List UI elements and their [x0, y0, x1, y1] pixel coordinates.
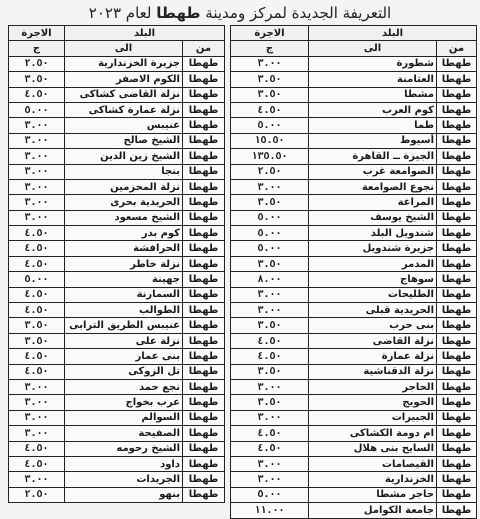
- cell-from: طهطا: [437, 210, 477, 225]
- cell-from: طهطا: [183, 333, 225, 348]
- cell-to: نزلة المحزمين: [65, 179, 183, 194]
- cell-to: الحريدية قبلى: [309, 303, 437, 318]
- cell-from: طهطا: [183, 395, 225, 410]
- table-row: [9, 410, 225, 425]
- cell-from: طهطا: [437, 487, 477, 502]
- table-row: [9, 149, 225, 164]
- table-row: [9, 87, 225, 102]
- cell-from: طهطا: [183, 87, 225, 102]
- table-row: [231, 456, 477, 471]
- cell-fare: ٣.٥٠: [231, 318, 309, 333]
- cell-fare: ٢.٥٠: [9, 487, 65, 502]
- cell-to: الجبيرات: [309, 410, 437, 425]
- cell-fare: ٣.٥٠: [231, 395, 309, 410]
- cell-to: الحريدية بحرى: [65, 195, 183, 210]
- cell-fare: ٣.٠٠: [231, 179, 309, 194]
- table-row: [9, 210, 225, 225]
- cell-fare: ٥.٠٠: [231, 210, 309, 225]
- cell-to: نجوع الصوامعة: [309, 179, 437, 194]
- cell-from: طهطا: [183, 72, 225, 87]
- cell-fare: ٣.٠٠: [231, 379, 309, 394]
- cell-to: عنيبس الطريق الترابى: [65, 318, 183, 333]
- table-row: [231, 410, 477, 425]
- cell-fare: ٣.٥٠: [231, 87, 309, 102]
- cell-from: طهطا: [437, 87, 477, 102]
- cell-from: طهطا: [437, 56, 477, 71]
- table-row: [231, 87, 477, 102]
- cell-from: طهطا: [437, 195, 477, 210]
- cell-from: طهطا: [437, 426, 477, 441]
- cell-from: طهطا: [437, 364, 477, 379]
- cell-from: طهطا: [437, 287, 477, 302]
- cell-from: طهطا: [183, 349, 225, 364]
- cell-fare: ٥.٠٠: [9, 102, 65, 117]
- cell-from: طهطا: [437, 226, 477, 241]
- table-row: [231, 441, 477, 456]
- table-row: [9, 272, 225, 287]
- cell-to: الجريدات: [65, 472, 183, 487]
- cell-to: شطورة: [309, 56, 437, 71]
- cell-fare: ٤.٥٠: [231, 441, 309, 456]
- fare-rows-right: [231, 56, 477, 518]
- cell-to: الصفيحة: [65, 426, 183, 441]
- cell-fare: ٣.٠٠: [9, 164, 65, 179]
- cell-to: جامعة الكوامل: [309, 503, 437, 518]
- cell-to: نزلة عمارة: [309, 349, 437, 364]
- cell-from: طهطا: [183, 441, 225, 456]
- cell-from: طهطا: [437, 241, 477, 256]
- table-row: [9, 303, 225, 318]
- table-row: [9, 333, 225, 348]
- header-from: من: [183, 41, 225, 56]
- cell-fare: ٥.٠٠: [231, 241, 309, 256]
- title-city: طهطا: [156, 4, 201, 22]
- cell-fare: ٣.٠٠: [231, 56, 309, 71]
- header-to: الى: [65, 41, 183, 56]
- table-row: [231, 102, 477, 117]
- cell-fare: ٣.٥٠: [231, 256, 309, 271]
- cell-from: طهطا: [183, 364, 225, 379]
- cell-to: المدمر: [309, 256, 437, 271]
- cell-to: جهينة: [65, 272, 183, 287]
- table-row: [9, 164, 225, 179]
- cell-from: طهطا: [183, 272, 225, 287]
- cell-from: طهطا: [183, 164, 225, 179]
- table-row: [9, 72, 225, 87]
- cell-fare: ٣.٠٠: [9, 410, 65, 425]
- title-suffix: لعام ٢٠٢٣: [88, 4, 152, 22]
- table-row: [231, 318, 477, 333]
- cell-from: طهطا: [183, 472, 225, 487]
- cell-from: طهطا: [437, 179, 477, 194]
- cell-from: طهطا: [183, 456, 225, 471]
- table-row: [9, 133, 225, 148]
- cell-to: مشطا: [309, 87, 437, 102]
- header-fare: الاجرة: [231, 26, 309, 41]
- header-bald: البلد: [65, 26, 225, 41]
- cell-fare: ٣.٠٠: [231, 472, 309, 487]
- cell-to: عرب بخواج: [65, 395, 183, 410]
- cell-to: ام دومة الكشاكى: [309, 426, 437, 441]
- cell-fare: ٤.٥٠: [9, 87, 65, 102]
- cell-from: طهطا: [437, 256, 477, 271]
- cell-to: نزلة القاضى: [309, 333, 437, 348]
- table-row: [231, 287, 477, 302]
- table-row: [231, 149, 477, 164]
- cell-to: كوم بدر: [65, 226, 183, 241]
- cell-fare: ٣.٠٠: [9, 133, 65, 148]
- cell-from: طهطا: [437, 333, 477, 348]
- cell-from: طهطا: [183, 102, 225, 117]
- cell-to: الشيخ يوسف: [309, 210, 437, 225]
- cell-to: السوالم: [65, 410, 183, 425]
- cell-fare: ٤.٥٠: [9, 287, 65, 302]
- cell-from: طهطا: [183, 318, 225, 333]
- cell-to: نزلة الدقناشية: [309, 364, 437, 379]
- cell-from: طهطا: [437, 133, 477, 148]
- cell-to: السمارنة: [65, 287, 183, 302]
- cell-fare: ٤.٥٠: [9, 241, 65, 256]
- cell-to: سوهاج: [309, 272, 437, 287]
- cell-fare: ٣.٠٠: [9, 179, 65, 194]
- fare-table-right: [230, 25, 477, 519]
- cell-from: طهطا: [437, 395, 477, 410]
- cell-to: أسيوط: [309, 133, 437, 148]
- cell-from: طهطا: [183, 210, 225, 225]
- cell-to: السايح بنى هلال: [309, 441, 437, 456]
- cell-fare: ٥.٠٠: [231, 226, 309, 241]
- table-row: [231, 256, 477, 271]
- table-row: [9, 441, 225, 456]
- cell-fare: ٣.٥٠: [9, 72, 65, 87]
- table-row: [231, 395, 477, 410]
- cell-to: نزلة عمارة كشاكى: [65, 102, 183, 117]
- cell-fare: ٣.٥٠: [9, 318, 65, 333]
- table-row: [231, 503, 477, 518]
- cell-from: طهطا: [437, 272, 477, 287]
- cell-to: داود: [65, 456, 183, 471]
- cell-from: طهطا: [437, 72, 477, 87]
- cell-to: كوم العرب: [309, 102, 437, 117]
- cell-fare: ٣.٥٠: [231, 364, 309, 379]
- cell-fare: ٥.٠٠: [231, 487, 309, 502]
- table-row: [9, 241, 225, 256]
- cell-fare: ٣.٥٠: [231, 72, 309, 87]
- cell-from: طهطا: [437, 164, 477, 179]
- cell-fare: ٣.٥٠: [231, 195, 309, 210]
- cell-fare: ٣.٠٠: [9, 395, 65, 410]
- cell-from: طهطا: [437, 118, 477, 133]
- table-row: [231, 133, 477, 148]
- cell-to: القيصامات: [309, 456, 437, 471]
- cell-fare: ٤.٥٠: [9, 256, 65, 271]
- cell-to: المراغة: [309, 195, 437, 210]
- cell-from: طهطا: [437, 102, 477, 117]
- cell-fare: ٣.٠٠: [9, 149, 65, 164]
- cell-to: بنجا: [65, 164, 183, 179]
- table-row: [9, 102, 225, 117]
- cell-from: طهطا: [437, 349, 477, 364]
- cell-fare: ٤.٥٠: [9, 226, 65, 241]
- cell-to: حاجر مشطا: [309, 487, 437, 502]
- cell-fare: ٣.٠٠: [9, 210, 65, 225]
- cell-to: نزلة على: [65, 333, 183, 348]
- cell-to: الشيخ مسعود: [65, 210, 183, 225]
- cell-from: طهطا: [437, 410, 477, 425]
- cell-to: الجيزة ــ القاهرة: [309, 149, 437, 164]
- cell-to: تل الزوكى: [65, 364, 183, 379]
- cell-to: الطوالب: [65, 303, 183, 318]
- cell-from: طهطا: [183, 287, 225, 302]
- table-row: [9, 349, 225, 364]
- cell-fare: ٣.٠٠: [9, 426, 65, 441]
- cell-fare: ٥.٠٠: [9, 272, 65, 287]
- table-row: [231, 210, 477, 225]
- table-row: [231, 195, 477, 210]
- cell-fare: ٨.٠٠: [231, 272, 309, 287]
- cell-to: نزلة القاضى كشاكى: [65, 87, 183, 102]
- cell-fare: ٤.٥٠: [231, 426, 309, 441]
- table-row: [231, 333, 477, 348]
- table-row: [9, 487, 225, 502]
- cell-from: طهطا: [437, 472, 477, 487]
- table-row: [231, 349, 477, 364]
- cell-fare: ٤.٥٠: [231, 333, 309, 348]
- header-bald: البلد: [309, 26, 477, 41]
- cell-to: العتامنة: [309, 72, 437, 87]
- table-row: [231, 118, 477, 133]
- cell-from: طهطا: [183, 195, 225, 210]
- title-prefix: التعريفة الجديدة لمركز ومدينة: [205, 4, 392, 22]
- cell-fare: ٤.٥٠: [9, 441, 65, 456]
- cell-to: طما: [309, 118, 437, 133]
- cell-to: الحويج: [309, 395, 437, 410]
- cell-from: طهطا: [437, 441, 477, 456]
- table-row: [231, 241, 477, 256]
- cell-fare: ٢.٥٠: [9, 56, 65, 71]
- cell-fare: ٤.٥٠: [9, 456, 65, 471]
- cell-fare: ٥.٠٠: [231, 118, 309, 133]
- cell-fare: ٣.٠٠: [231, 456, 309, 471]
- cell-from: طهطا: [437, 318, 477, 333]
- cell-from: طهطا: [183, 179, 225, 194]
- cell-from: طهطا: [437, 503, 477, 518]
- fare-rows-left: [9, 56, 225, 502]
- cell-fare: ٢.٥٠: [231, 164, 309, 179]
- table-row: [9, 226, 225, 241]
- cell-to: الصوامعة غرب: [309, 164, 437, 179]
- table-row: [9, 364, 225, 379]
- cell-to: شندويل البلد: [309, 226, 437, 241]
- table-row: [231, 226, 477, 241]
- cell-fare: ٣.٠٠: [231, 410, 309, 425]
- table-row: [9, 287, 225, 302]
- header-from: من: [437, 41, 477, 56]
- cell-fare: ٣.٠٠: [9, 379, 65, 394]
- cell-from: طهطا: [183, 487, 225, 502]
- table-row: [9, 379, 225, 394]
- table-row: [231, 164, 477, 179]
- table-row: [231, 426, 477, 441]
- table-row: [9, 395, 225, 410]
- cell-fare: ٤.٥٠: [9, 349, 65, 364]
- cell-from: طهطا: [437, 303, 477, 318]
- table-row: [231, 487, 477, 502]
- cell-from: طهطا: [437, 149, 477, 164]
- cell-from: طهطا: [183, 149, 225, 164]
- table-row: [231, 179, 477, 194]
- cell-to: الحرافشة: [65, 241, 183, 256]
- cell-to: الحاجر: [309, 379, 437, 394]
- cell-fare: ٣.٠٠: [9, 195, 65, 210]
- table-row: [9, 195, 225, 210]
- cell-fare: ٣.٠٠: [231, 287, 309, 302]
- table-row: [9, 456, 225, 471]
- cell-to: بنهو: [65, 487, 183, 502]
- cell-fare: ٤.٥٠: [9, 303, 65, 318]
- cell-fare: ١١.٠٠: [231, 503, 309, 518]
- fare-table-left: [8, 25, 225, 503]
- header-fare: الاجرة: [9, 26, 65, 41]
- cell-from: طهطا: [183, 379, 225, 394]
- cell-to: جزيرة شندويل: [309, 241, 437, 256]
- cell-from: طهطا: [437, 456, 477, 471]
- cell-to: الطليحات: [309, 287, 437, 302]
- table-row: [9, 256, 225, 271]
- cell-from: طهطا: [183, 56, 225, 71]
- cell-to: نزلة خاطر: [65, 256, 183, 271]
- cell-fare: ١٥.٥٠: [231, 133, 309, 148]
- cell-from: طهطا: [183, 226, 225, 241]
- cell-to: نجع حمد: [65, 379, 183, 394]
- table-row: [231, 272, 477, 287]
- table-row: [9, 179, 225, 194]
- cell-to: بنى حرب: [309, 318, 437, 333]
- cell-to: الخزندارية: [309, 472, 437, 487]
- cell-fare: ٣.٥٠: [9, 333, 65, 348]
- cell-fare: ١٣٥.٥٠: [231, 149, 309, 164]
- cell-to: بنى عمار: [65, 349, 183, 364]
- cell-to: الشيخ صالح: [65, 133, 183, 148]
- cell-from: طهطا: [183, 241, 225, 256]
- table-row: [231, 56, 477, 71]
- table-row: [231, 303, 477, 318]
- table-row: [231, 72, 477, 87]
- cell-fare: ٤.٥٠: [231, 102, 309, 117]
- table-row: [231, 379, 477, 394]
- cell-to: الكوم الاصفر: [65, 72, 183, 87]
- cell-from: طهطا: [183, 256, 225, 271]
- cell-fare: ٣.٠٠: [231, 303, 309, 318]
- page-title: [0, 2, 480, 24]
- cell-fare: ٣.٠٠: [9, 118, 65, 133]
- cell-to: عنيبس: [65, 118, 183, 133]
- table-row: [9, 118, 225, 133]
- cell-from: طهطا: [437, 379, 477, 394]
- header-to: الى: [309, 41, 437, 56]
- cell-to: جزيرة الخزندارية: [65, 56, 183, 71]
- cell-from: طهطا: [183, 303, 225, 318]
- cell-fare: ٣.٠٠: [9, 472, 65, 487]
- cell-to: الشيخ رحومه: [65, 441, 183, 456]
- header-currency: ج: [231, 41, 309, 56]
- cell-from: طهطا: [183, 410, 225, 425]
- table-row: [231, 364, 477, 379]
- cell-from: طهطا: [183, 133, 225, 148]
- table-row: [9, 318, 225, 333]
- table-row: [9, 56, 225, 71]
- cell-from: طهطا: [183, 426, 225, 441]
- cell-from: طهطا: [183, 118, 225, 133]
- cell-fare: ٤.٥٠: [9, 364, 65, 379]
- header-currency: ج: [9, 41, 65, 56]
- table-row: [9, 426, 225, 441]
- cell-fare: ٤.٥٠: [231, 349, 309, 364]
- cell-to: الشيخ زين الدين: [65, 149, 183, 164]
